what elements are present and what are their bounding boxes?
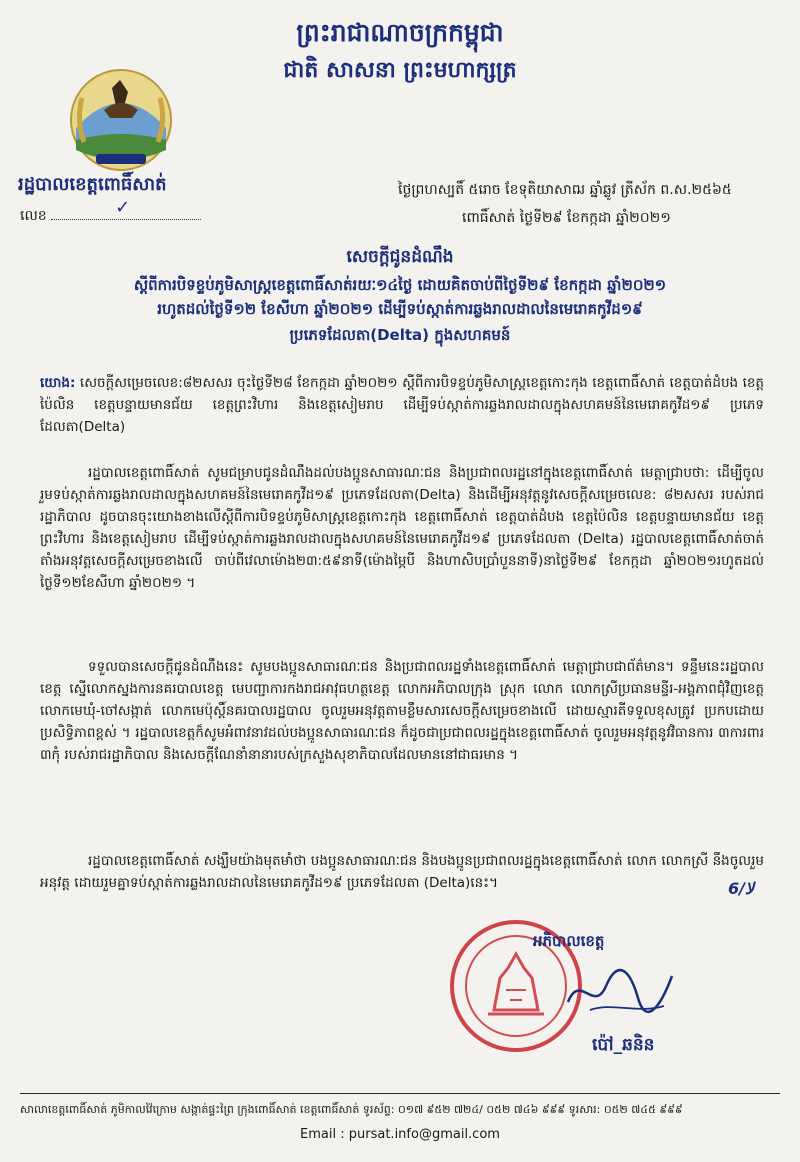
provincial-emblem-icon — [62, 58, 180, 176]
notice-subject-line2: រហូតដល់ថ្ងៃទី១២ ខែសីហា ឆ្នាំ២០២១ ដើម្បីទប់ស្កាត់ការឆ្លងរាលដាលនៃមេរោគកូវីដ១៩ — [157, 300, 643, 318]
reference-paragraph — [40, 372, 764, 438]
body-paragraph-1: រដ្ឋបាលខេត្តពោធិ៍សាត់ សូមជម្រាបជូនដំណឹងដល់បងប្អូនសាធារណៈជន និងប្រជាពលរដ្ឋនៅក្នុងខេត្តពោធិ៍សាត់ មេត្តាជ្រាបថា: ដើម្បីចូលរួមទប់ស្កាត់ការឆ្លងរាលដាលក្នុងសហគមន៍នៃមេរោគកូវីដ១៩ ប្រភេទដែលតា(Delta) និងដើម្បីអនុវត្តនូវសេចក្តីសម្រេចលេខ: ៨២សសរ របស់រាជរដ្ឋាភិបាល ដូចបានចុះយោងខាងលើស្តីពីការបិទខ្ទប់ភូមិសាស្ត្រខេត្តកោះកុង ខេត្តពោធិ៍សាត់ ខេត្តបាត់ដំបង ខេត្តប៉ៃលិន ខេត្តបន្ទាយមានជ័យ ខេត្តព្រះវិហារ និងខេត្តសៀមរាប ដើម្បីទប់ស្កាត់ការឆ្លងរាលដាលក្នុងសហគមន៍នៃមេរោគកូវីដ១៩ ប្រភេទដែលតា (Delta) រដ្ឋបាលខេត្តពោធិ៍សាត់ចាត់តាំងអនុវត្តសេចក្តីសម្រេចខាងលើ ចាប់ពីវេលាម៉ោង២៣:៥៩នាទី(ម៉ោងម្ភៃបី និងហាសិបប្រាំបួននាទី)នាថ្ងៃទី២៩ ខែកក្កដា ឆ្នាំ២០២១រហូតដល់ថ្ងៃទី១២ខែសីហា ឆ្នាំ២០២១ ។ — [40, 465, 764, 591]
body-paragraph-2: ទទួលបានសេចក្តីជូនដំណឹងនេះ សូមបងប្អូនសាធារណៈជន និងប្រជាពលរដ្ឋទាំងខេត្តពោធិ៍សាត់ មេត្តាជ្រាបជាព័ត៌មាន។ ទន្ទឹមនេះរដ្ឋបាលខេត្ត ស្នើលោកស្នងការនគរបាលខេត្ត មេបញ្ជាការកងរាជអាវុធហត្ថខេត្ត លោកអភិបាលក្រុង ស្រុក លោក លោកស្រីប្រធានមន្ទីរ-អង្គភាពជុំវិញខេត្ត លោកមេឃុំ-ចៅសង្កាត់ លោកមេប៉ុស្តិ៍នគរបាលរដ្ឋបាល ចូលរួមអនុវត្តតាមខ្លឹមសារសេចក្តីសម្រេចខាងលើ ដោយស្មារតីទទួលខុសត្រូវ ប្រកបដោយប្រសិទ្ធិភាពខ្ពស់ ។ រដ្ឋបាលខេត្តក៏សូមអំពាវនាវដល់បងប្អូនសាធារណៈជន ក៏ដូចជាប្រជាពលរដ្ឋក្នុងខេត្តពោធិ៍សាត់ ចូលរួមអនុវត្តនូវវិធានការ ៣ការពារ ៣កុំ របស់រាជរដ្ឋាភិបាល និងសេចក្តីណែនាំនានារបស់ក្រសួងសុខាភិបាលដែលមាននៅជាធរមាន ។ — [40, 659, 764, 763]
reference-blank — [51, 197, 201, 220]
footer-address: សាលាខេត្តពោធិ៍សាត់ ភូមិកាលវ៉ៃក្រោម សង្កាត់ផ្ទះព្រៃ ក្រុងពោធិ៍សាត់ ខេត្តពោធិ៍សាត់ ទូរស័ព្ទ: ០១៧ ៩៥២ ៧២៤/ ០៥២ ៧៤៦ ៩៩៩ ទូរសារ: ០៥២ ៧៤៥ ៩៩៩ — [20, 1103, 683, 1116]
signatory-name: ប៉ៅ_ឆនិន — [592, 1035, 655, 1055]
date-lunar: ថ្ងៃព្រហស្បតិ៍ ៥រោច ខែទុតិយាសាឍ ឆ្នាំឆ្លូវ ត្រីស័ក ព.ស.២៥៦៥ — [398, 182, 732, 198]
footer-divider — [20, 1093, 780, 1094]
issuer-name: រដ្ឋបាលខេត្តពោធិ៍សាត់ — [18, 174, 167, 195]
reference-paragraph-text: សេចក្តីសម្រេចលេខ:៨២សសរ ចុះថ្ងៃទី២៨ ខែកក្កដា ឆ្នាំ២០២១ ស្តីពីការបិទខ្ទប់ភូមិសាស្ត្រខេត្តកោះកុង ខេត្តពោធិ៍សាត់ ខេត្តបាត់ដំបង ខេត្តប៉ៃលិន ខេត្តបន្ទាយមានជ័យ ខេត្តព្រះវិហារ និងខេត្តសៀមរាប ដើម្បីទប់ស្កាត់ការឆ្លងរាលដាលក្នុងសហគមន៍នៃមេរោគកូវីដ១៩ ប្រភេទដែលតា(Delta) — [40, 375, 764, 435]
date-solar: ពោធិ៍សាត់ ថ្ងៃទី២៩ ខែកក្កដា ឆ្នាំ២០២១ — [462, 210, 671, 226]
notice-subject-line1: ស្តីពីការបិទខ្ទប់ភូមិសាស្ត្រខេត្តពោធិ៍សាត់រយៈ១៤ថ្ងៃ ដោយគិតចាប់ពីថ្ងៃទី២៩ ខែកក្កដា ឆ្នាំ២០២១ — [133, 276, 667, 294]
national-motto: ជាតិ សាសនា ព្រះមហាក្សត្រ — [283, 58, 517, 83]
body-paragraph-3: រដ្ឋបាលខេត្តពោធិ៍សាត់ សង្ឃឹមយ៉ាងមុតមាំថា បងប្អូនសាធារណៈជន និងបងប្អូនប្រជាពលរដ្ឋក្នុងខេត្តពោធិ៍សាត់ លោក លោកស្រី នឹងចូលរួមអនុវត្ត ដោយរួមគ្នាទប់ស្កាត់ការឆ្លងរាលដាលនៃមេរោគកូវីដ១៩ ប្រភេទដែលតា (Delta)នេះ។ — [40, 853, 764, 891]
checkmark-icon: ✓ — [115, 197, 131, 218]
reference-paragraph-label: យោង: — [40, 375, 76, 391]
reference-number — [20, 197, 201, 227]
signature-icon — [560, 962, 680, 1022]
handwritten-initial: ﻻ∕6 — [728, 879, 755, 898]
signatory-title: អភិបាលខេត្ត — [533, 932, 605, 950]
reference-label: លេខ — [20, 208, 47, 224]
footer-email: Email : pursat.info@gmail.com — [300, 1127, 500, 1142]
notice-title: សេចក្តីជូនដំណឹង — [346, 247, 454, 267]
notice-subject-line3: ប្រភេទដែលតា(Delta) ក្នុងសហគមន៍ — [289, 326, 511, 344]
kingdom-heading: ព្រះរាជាណាចក្រកម្ពុជា — [296, 18, 504, 47]
